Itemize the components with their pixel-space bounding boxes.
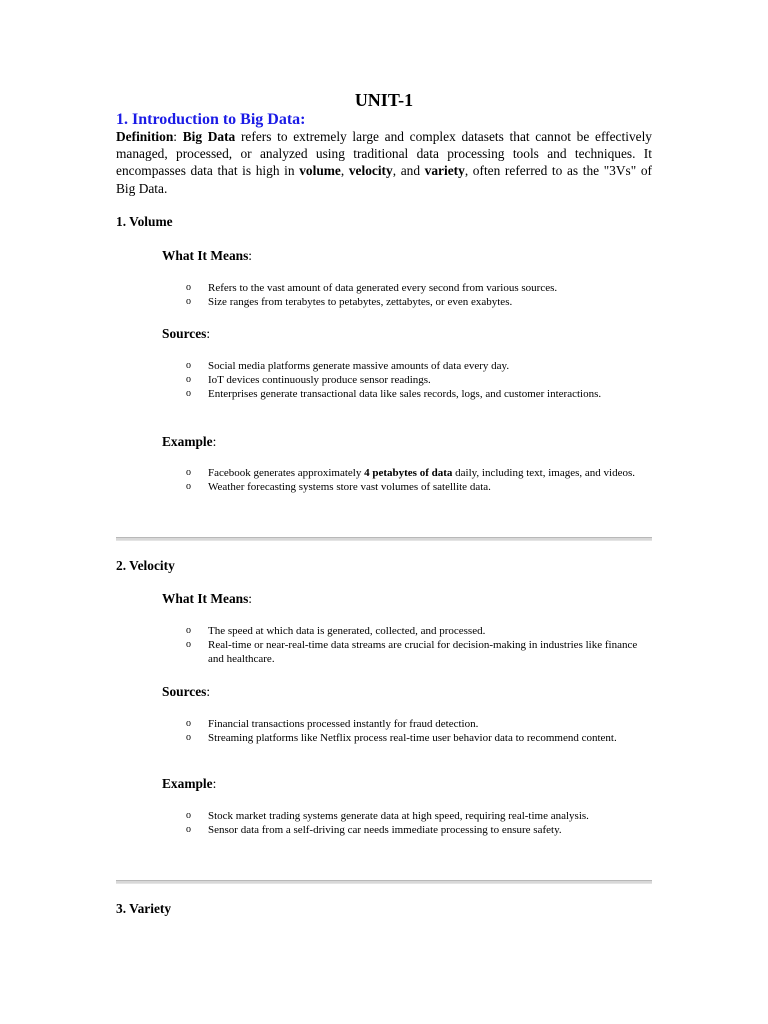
definition-term: Big Data <box>182 129 236 144</box>
keyword-variety: variety <box>424 163 465 179</box>
intro-heading: 1. Introduction to Big Data: <box>116 111 306 128</box>
unit-title: UNIT-1 <box>354 90 414 110</box>
list-item: o Stock market trading systems generate data at high speed, requiring real-time analysis. <box>186 810 589 822</box>
velocity-example-heading: Example: <box>162 776 217 791</box>
list-item: o Size ranges from terabytes to petabytes, zettabytes, or even exabytes. <box>186 296 513 308</box>
list-item: o Social media platforms generate massive amounts of data every day. <box>186 360 510 372</box>
keyword-velocity: velocity <box>348 163 393 179</box>
velocity-what-list <box>182 624 652 666</box>
volume-sources-heading: Sources: <box>162 326 211 341</box>
volume-what-heading: What It Means: <box>162 248 253 263</box>
list-item: o Enterprises generate transactional data like sales records, logs, and customer interactions. <box>186 388 602 400</box>
definition-paragraph: Definition: Big Data refers to extremely large and complex datasets that cannot be effectively managed, processed, or analyzed using traditional data processing tools and techniques. It encompasses data that is high in volume, velocity, and variety, often referred to as the "3Vs" of Big Data. <box>116 129 653 196</box>
velocity-sources-heading: Sources: <box>162 684 211 699</box>
list-item: o Weather forecasting systems store vast volumes of satellite data. <box>186 481 491 493</box>
volume-what-list <box>182 281 652 309</box>
list-item: o Financial transactions processed instantly for fraud detection. <box>186 718 479 730</box>
velocity-sources-list <box>182 717 652 745</box>
section-heading-variety: 3. Variety <box>116 901 172 916</box>
definition-label: Definition <box>116 129 174 144</box>
section-divider <box>116 880 652 884</box>
keyword-volume: volume <box>299 163 341 179</box>
list-item: o Streaming platforms like Netflix process real-time user behavior data to recommend content. <box>186 732 617 744</box>
volume-sources-list <box>182 359 652 401</box>
list-item: o Sensor data from a self-driving car needs immediate processing to ensure safety. <box>186 824 562 836</box>
velocity-what-heading: What It Means: <box>162 591 253 606</box>
list-item: o The speed at which data is generated, collected, and processed. <box>186 625 486 637</box>
section-heading-velocity: 2. Velocity <box>116 558 175 573</box>
volume-example-heading: Example: <box>162 434 217 449</box>
list-item: o IoT devices continuously produce sensor readings. <box>186 374 431 386</box>
section-divider <box>116 537 652 541</box>
velocity-example-list <box>182 809 652 837</box>
section-heading-volume: 1. Volume <box>116 214 173 229</box>
list-item: o Facebook generates approximately 4 petabytes of data daily, including text, images, and videos. <box>186 467 635 479</box>
list-item: o Real-time or near-real-time data streams are crucial for decision-making in industries like finance and healthcare. <box>186 639 638 665</box>
list-item: o Refers to the vast amount of data generated every second from various sources. <box>186 282 558 294</box>
volume-example-list <box>182 466 652 494</box>
